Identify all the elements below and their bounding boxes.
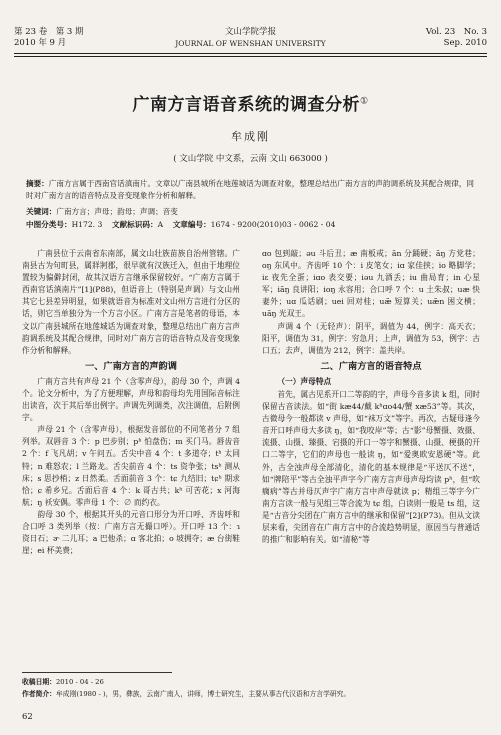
volume-issue: 第 23 卷 第 3 期	[14, 27, 84, 37]
doc-code-value: A	[157, 220, 164, 229]
keywords-text: 广南方言；声母；韵母；声调；音变	[56, 207, 178, 216]
article-id-label: 文章编号：	[172, 220, 211, 229]
abstract	[26, 178, 475, 202]
section-heading-2: 二、广南方言的语音特点	[320, 360, 422, 372]
article-id-value: 1674 - 9200(2010)03 - 0062 - 04	[210, 220, 336, 229]
paragraph: 声调 4 个（无轻声）：阴平，调值为 44，例字：高天衣；阳平，调值为 31，例字：穷急月；上声，调值为 53，例字：古口五；去声，调值为 212，例字：盖共岸。	[262, 321, 480, 355]
article-title	[0, 90, 501, 115]
paragraph: 声母 21 个（含零声母），根据发音部位的不同笔者分 7 组列举。双唇音 3 个：p 巴步别；pʰ 怕盘伤；m 买门马。唇齿音 2 个：f 飞凡胡；v 午问五。舌尖中音 4 个：t 多道夺；tʰ 太同特；n 难怒农；l 兰路龙。舌尖前音 4 个：ts 资争张；tsʰ 测从床；s 思抄梢；z 日然柔。舌面前音 3 个：tɕ 九结旧；tɕʰ 期求恰；ɕ 希乡兄。舌面后音 4 个：k 哥古共；kʰ 可苦花；x 河海航；ŋ 袄安偶。零声母 1 个：∅ 而约衣。	[22, 425, 240, 507]
keywords	[26, 206, 475, 218]
left-column	[22, 248, 240, 557]
issue-date: 2010 年 9 月	[14, 38, 67, 48]
header-divider	[14, 53, 487, 54]
received-date	[22, 677, 104, 687]
keywords-label: 关键词：	[26, 207, 57, 216]
title-text: 广南方言语音系统的调查分析	[132, 95, 360, 115]
paragraph: 韵母 30 个，根据其开头的元音口形分为开口呼、齐齿呼和合口呼 3 类列举（按：广南方言无撮口呼）。开口呼 13 个：ɿ 资日石；ɚ 二儿耳；a 巴他杀；ɑ 客北拍；o 坡拥夺；æ 台街鞋崖；ei 杯美费；	[22, 509, 240, 556]
author-affiliation: ( 文山学院 中文系，云南 文山 663000 )	[173, 154, 328, 164]
issue-date-en: Sep. 2010	[443, 38, 487, 48]
header-right	[426, 27, 487, 49]
clc-value: H172. 3	[71, 220, 103, 229]
classification-line	[26, 219, 475, 231]
journal-name-en: JOURNAL OF WENSHAN UNIVERSITY	[175, 39, 326, 48]
bio-label: 作者简介：	[22, 690, 56, 698]
received-value: 2010 - 04 - 26	[55, 678, 104, 686]
volume-issue-en: Vol. 23 No. 3	[425, 27, 487, 37]
received-label: 收稿日期：	[22, 678, 56, 686]
author-bio	[22, 689, 482, 699]
bio-value: 牟成刚(1980 - )，男，彝族，云南广南人，讲师，博士研究生，主要从事古代汉语和方言学研究。	[55, 690, 351, 698]
clc-label: 中图分类号：	[26, 220, 72, 229]
page-number: 62	[22, 712, 33, 722]
author-name: 牟成刚	[231, 130, 270, 143]
paragraph: 首先，属古见系开口二等韵的字，声母今音多读 k 组，同时保留古音读法。如“街 kæ44/戴 kʰɑo44/蟹 xæ53”等。其次，古微母今一般都读 v 声母，如“袜万文”等字。再次，古疑母逢今音开口呼声母大多读 ŋ，如“我咬岸”等；古“影”母蟹摄、效摄、流摄、山摄、臻摄、宕摄的开口一等字和蟹摄、山摄、梗摄的开口二等字，它们的声母也一般读 ŋ，如“爱奥欧安恩硬”等。此外，古全浊声母全部清化，清化的基本规律是“平送仄不送”，如“牌陪平”等古全浊平声字今广南方言声母声母均读 pʰ，但“吹瘸病”等古并母仄声字广南方言中声母就读 p；精组三等字今广南方言读一般与见组三等合流为 tɕ 组，白读则一般是 ts 组，这是“古音分尖团在广南方言中的继承和保留”[2](P73)。但从文读层来看，尖团音在广南方言中的合流趋势明显，原因当与普通话的推广和影响有关。如“清秘”等	[262, 389, 480, 545]
paragraph: 广南方言共有声母 21 个（含零声母），韵母 30 个，声调 4 个。论文分析中，为了方便理解，声母和韵母均先用国际音标注出读音，次于其后举出例字。声调先列调类，次注调值，后附例字。	[22, 376, 240, 423]
title-footnote-mark: ①	[359, 96, 369, 107]
header-divider-thin	[14, 56, 487, 57]
footnote-divider	[22, 672, 172, 673]
journal-name-cn: 文山学院学报	[224, 27, 276, 37]
paragraph: ɑo 包到敲；əu 斗后丑；æ 南板戒；ãn 分踊硬；ãŋ 方党巷；oŋ 东风中。齐齿呼 10 个：i 皮笔女；iɑ 家佳挟；io 略脚学；iε 夜先全蛋；iɑo 表交要；iəu 九酒丢；iu 曲局育；in 心星军；iãŋ 良讲阳；ioŋ 永容用；合口呼 7 个：u 土朱叔；uæ 快妻外；uɑ 瓜话刷；uei 回对桂；uæ̃ 短算关；uæ̃n 困文横；uãŋ 光双王。	[262, 249, 480, 319]
doc-code-label: 文献标识码：	[112, 220, 158, 229]
section-heading-1: 一、广南方言的声韵调	[85, 360, 177, 372]
abstract-label: 摘要：	[26, 179, 49, 188]
right-column	[262, 248, 480, 546]
intro-paragraph: 广南县位于云南省东南部，属文山壮族苗族自治州管辖。广南县古为句町县，属牂牁郡，很早就有汉族迁入，但由于地理位置较为偏僻封闭，故其汉语方言继承保留较好。“广南方言属于西南官话滇南片”[1](P88)，但语音上（特别是声调）与文山州其它七县差异明显，如果就语音为标准对文山州方言进行分区的话，则它当单独分为一个方言小区。广南方言是笔者的母语，本文以广南县城所在地莲城话为调查对象，整理总结出广南方言声韵调系统及其配合规律，同时对广南方言的语音特点及音变现象作分析和解释。	[22, 249, 240, 355]
abstract-text: 广南方言属于西南官话滇南片。文章以广南县城所在地莲城话为调查对象，整理总结出广南方言的声韵调系统及其配合规律，同时对广南方言的语音特点及音变现象作分析和解释。	[26, 179, 475, 200]
subsection-heading: （一）声母特点	[277, 376, 332, 386]
